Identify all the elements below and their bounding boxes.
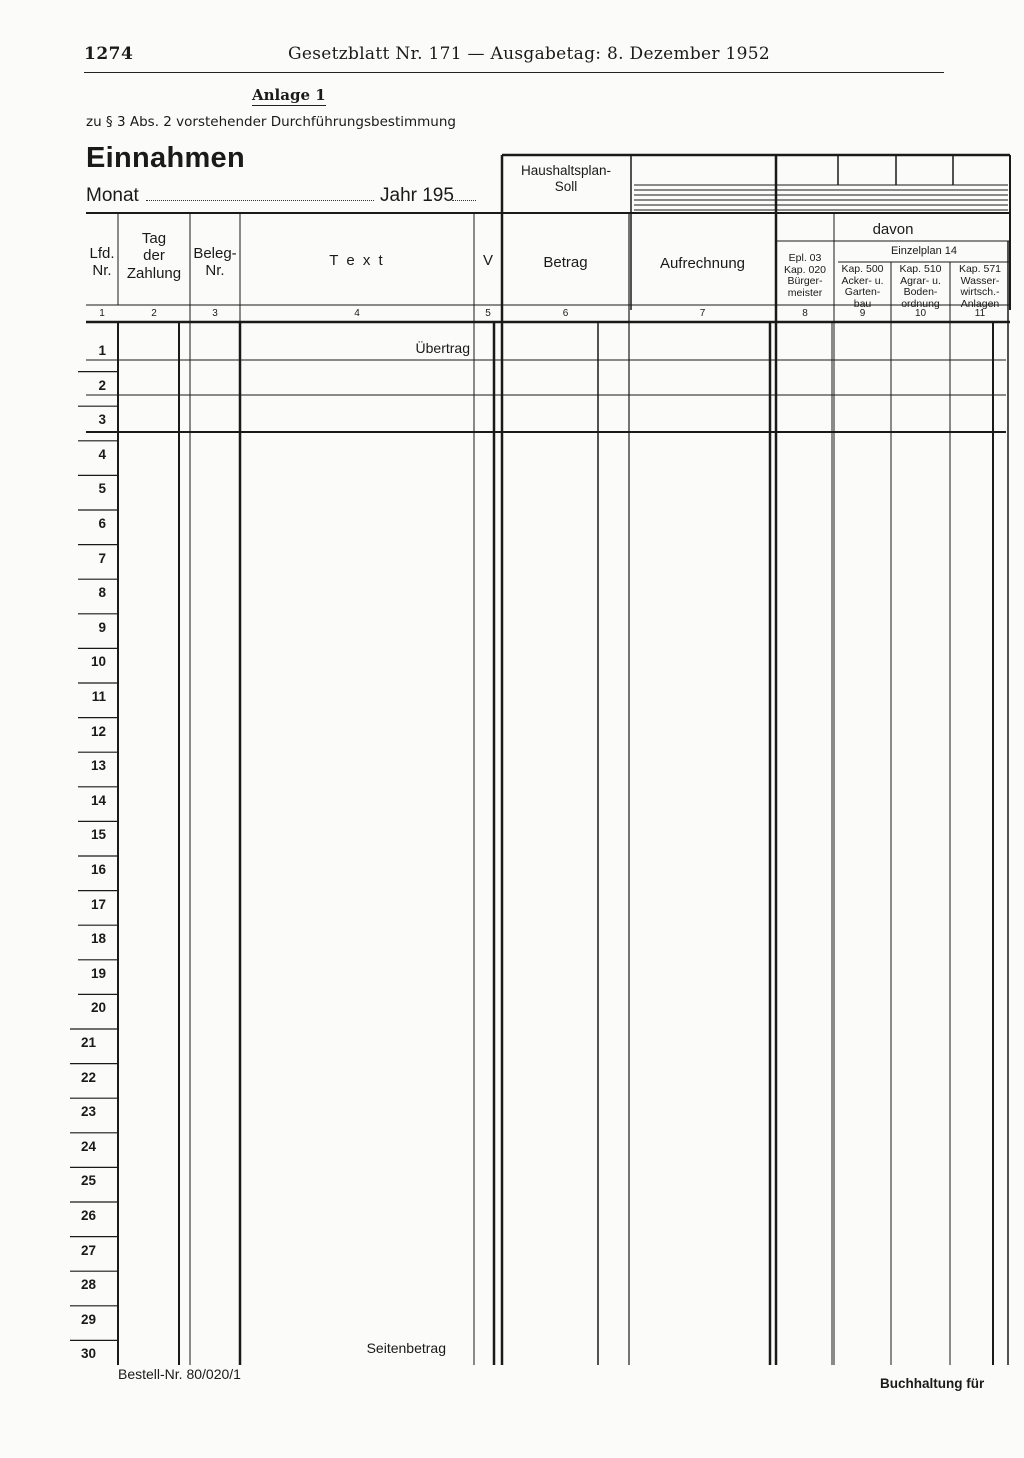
col-number: 7 [699,308,706,319]
annex-title: Anlage 1 [252,86,326,104]
col-number: 5 [485,308,491,319]
col-number: 10 [914,308,927,319]
monat-label: Monat [86,185,139,206]
col-number: 2 [151,308,157,319]
row-number: 12 [90,723,106,739]
row-number: 1 [98,343,106,358]
col-number: 4 [354,308,360,319]
col-beleg-nr: Beleg- Nr. [193,245,237,280]
row-number: 16 [90,862,106,877]
row-number: 6 [98,516,106,531]
row-number: 3 [98,412,106,428]
col-lfd-nr: Lfd. Nr. [89,245,115,280]
col-kap-510: Kap. 510 Agrar- u. Boden- ordnung [899,263,942,310]
gazette-header: Gesetzblatt Nr. 171 — Ausgabetag: 8. Dezember 1952 [288,44,771,64]
einzelplan-label: Einzelplan 14 [890,245,958,257]
row-number: 4 [98,446,106,462]
row-number: 22 [80,1069,96,1085]
seitenbetrag-label: Seitenbetrag [366,1340,446,1356]
row-number: 24 [80,1138,96,1154]
col-kap-500: Kap. 500 Acker- u. Garten- bau [841,263,884,310]
row-number: 17 [90,896,106,912]
col-aufrechnung: Aufrechnung [659,255,746,272]
col-text: T e x t [329,252,385,269]
row-number: 25 [80,1173,96,1189]
row-number: 20 [90,1000,106,1016]
col-v: V [482,252,493,269]
row-number: 8 [98,585,106,601]
row-number: 29 [80,1311,96,1327]
row-number: 14 [90,792,106,808]
form-title: Einnahmen [86,142,245,174]
row-number: 10 [90,654,106,670]
row-number: 5 [98,481,106,497]
col-kap-571: Kap. 571 Wasser- wirtsch.- Anlagen [958,263,1002,310]
col-betrag: Betrag [543,254,588,271]
jahr-label: Jahr 195 [380,185,454,206]
row-number: 26 [80,1208,96,1223]
col-number: 3 [212,308,218,319]
uebertrag-label: Übertrag [415,340,470,356]
col-number: 8 [802,308,808,319]
row-number: 7 [98,550,106,566]
row-number: 27 [80,1242,96,1258]
row-number: 13 [90,758,106,774]
buchhaltung-label: Buchhaltung für [880,1376,985,1391]
haushaltsplan-label: Haushaltsplan- Soll [520,163,612,194]
col-number: 9 [859,308,866,319]
col-number: 6 [562,308,569,319]
davon-label: davon [872,221,914,238]
row-number: 11 [91,689,106,704]
row-number: 9 [98,619,106,635]
row-number: 2 [98,377,106,393]
row-number: 19 [90,965,106,981]
col-number: 1 [99,308,105,319]
page-number: 1274 [84,44,134,64]
col-number: 11 [974,308,986,319]
row-number: 21 [80,1035,96,1050]
col-epl-03: Epl. 03 Kap. 020 Bürger- meister [783,252,827,299]
col-tag-der-zahlung: Tag der Zahlung [126,230,182,282]
row-number: 18 [90,931,106,947]
row-number: 15 [90,827,106,843]
bestell-number: Bestell-Nr. 80/020/1 [118,1366,241,1382]
row-number: 23 [80,1104,96,1120]
row-number: 28 [80,1277,96,1293]
row-number: 30 [80,1346,96,1362]
annex-subtitle: zu § 3 Abs. 2 vorstehender Durchführungsbestimmung [86,114,456,130]
